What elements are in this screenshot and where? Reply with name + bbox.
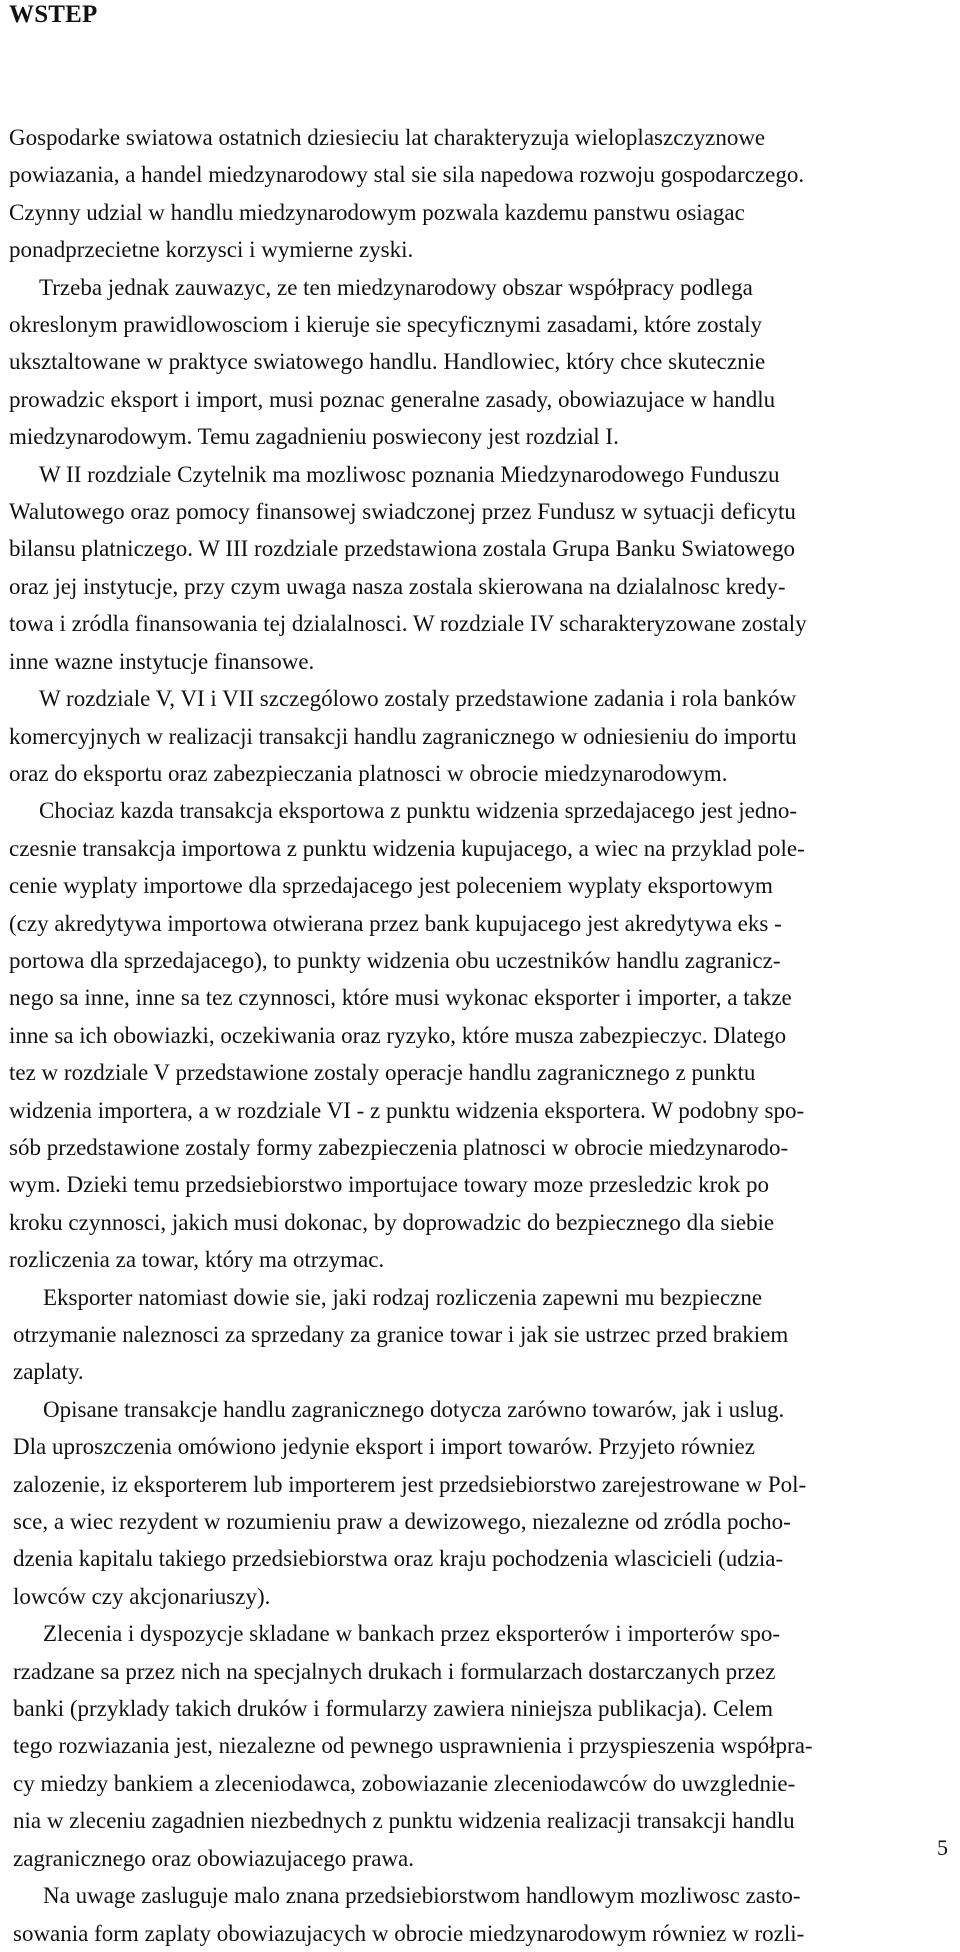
text-line: (czy akredytywa importowa otwierana przez bank kupujacego jest akredytywa eks - <box>9 910 782 936</box>
text-line: inne sa ich obowiazki, oczekiwania oraz ryzyko, które musza zabezpieczyc. Dlatego <box>9 1022 787 1048</box>
text-line: W II rozdziale Czytelnik ma mozliwosc poznania Miedzynarodowego Funduszu <box>39 461 780 487</box>
text-line: otrzymanie naleznosci za sprzedany za granice towar i jak sie ustrzec przed brakiem <box>13 1322 789 1347</box>
text-line: komercyjnych w realizacji transakcji handlu zagranicznego w odniesieniu do importu <box>9 723 797 749</box>
text-line: Trzeba jednak zauwazyc, ze ten miedzynarodowy obszar współpracy podlega <box>39 274 753 300</box>
text-line: tez w rozdziale V przedstawione zostaly operacje handlu zagranicznego z punktu <box>9 1060 756 1086</box>
paragraph-intro <box>9 119 949 269</box>
text-line: inne wazne instytucje finansowe. <box>9 648 315 674</box>
paragraph-payment-forms <box>9 1877 949 1952</box>
paragraph-chapters <box>9 456 949 680</box>
text-line: uksztaltowane w praktyce swiatowego handlu. Handlowiec, który chce skutecznie <box>9 349 766 375</box>
text-line: zalozenie, iz eksporterem lub importerem jest przedsiebiorstwo zarejestrowane w Pol- <box>13 1471 807 1497</box>
text-line: powiazania, a handel miedzynarodowy stal sie sila napedowa rozwoju gospodarczego. <box>9 162 805 188</box>
text-line: okreslonym prawidlowosciom i kieruje sie specyficznymi zasadami, które zostaly <box>9 312 763 338</box>
text-line: kroku czynnosci, jakich musi dokonac, by doprowadzic do bezpiecznego dla siebie <box>9 1209 775 1235</box>
text-line: wym. Dzieki temu przedsiebiorstwo importujace towary moze przesledzic krok po <box>9 1172 770 1198</box>
paragraph-transactions <box>9 792 949 1278</box>
text-line: Gospodarke swiatowa ostatnich dziesieciu lat charakteryzuja wieloplaszczyznowe <box>9 125 766 150</box>
text-line: nia w zleceniu zagadnien niezbednych z punktu widzenia realizacji transakcji handlu <box>13 1808 795 1834</box>
text-line: banki (przyklady takich druków i formularzy zawiera niniejsza publikacja). Celem <box>13 1696 773 1722</box>
text-line: Zlecenia i dyspozycje skladane w bankach przez eksporterów i importerów spo- <box>43 1621 780 1647</box>
text-line: bilansu platniczego. W III rozdziale przedstawiona zostala Grupa Banku Swiatowego <box>9 536 795 562</box>
text-line: cenie wyplaty importowe dla sprzedajacego jest poleceniem wyplaty eksportowym <box>9 873 773 899</box>
paragraph-banks <box>9 680 949 792</box>
text-line: Czynny udzial w handlu miedzynarodowym pozwala kazdemu panstwu osiagac <box>9 199 745 225</box>
text-line: Chociaz kazda transakcja eksportowa z punktu widzenia sprzedajacego jest jedno- <box>39 798 798 824</box>
paragraph-cooperation <box>9 269 949 456</box>
text-line: rzadzane sa przez nich na specjalnych drukach i formularzach dostarczanych przez <box>13 1658 776 1684</box>
text-line: nego sa inne, inne sa tez czynnosci, które musi wykonac eksporter i importer, a takze <box>9 985 792 1011</box>
text-line: Dla uproszczenia omówiono jedynie eksport i import towarów. Przyjeto równiez <box>13 1434 755 1460</box>
text-line: miedzynarodowym. Temu zagadnieniu poswiecony jest rozdzial I. <box>9 424 619 450</box>
text-line: Eksporter natomiast dowie sie, jaki rodzaj rozliczenia zapewni mu bezpieczne <box>43 1284 763 1310</box>
text-line: W rozdziale V, VI i VII szczególowo zostaly przedstawione zadania i rola banków <box>39 686 797 712</box>
text-line: rozliczenia za towar, który ma otrzymac. <box>9 1247 385 1273</box>
text-line: cy miedzy bankiem a zleceniodawca, zobowiazanie zleceniodawców do uwzglednie- <box>13 1770 796 1796</box>
text-line: oraz jej instytucje, przy czym uwaga nasza zostala skierowana na dzialalnosc kredy- <box>9 573 786 599</box>
text-line: zagranicznego oraz obowiazujacego prawa. <box>13 1845 414 1871</box>
text-line: lowców czy akcjonariuszy). <box>13 1583 271 1609</box>
text-line: oraz do eksportu oraz zabezpieczania platnosci w obrocie miedzynarodowym. <box>9 760 728 786</box>
text-line: sce, a wiec rezydent w rozumieniu praw a dewizowego, niezalezne od zródla pocho- <box>13 1509 791 1535</box>
text-line: sowania form zaplaty obowiazujacych w obrocie miedzynarodowym równiez w rozli- <box>13 1920 805 1946</box>
paragraph-forms <box>9 1615 949 1877</box>
text-line: portowa dla sprzedajacego), to punkty widzenia obu uczestników handlu zagranicz- <box>9 947 781 973</box>
text-line: dzenia kapitalu takiego przedsiebiorstwa oraz kraju pochodzenia wlascicieli (udzia- <box>13 1546 784 1572</box>
text-line: sób przedstawione zostaly formy zabezpieczenia platnosci w obrocie miedzynarodo- <box>9 1134 789 1160</box>
text-line: Opisane transakcje handlu zagranicznego dotycza zarówno towarów, jak i uslug. <box>43 1396 785 1422</box>
text-line: prowadzic eksport i import, musi poznac generalne zasady, obowiazujace w handlu <box>9 386 776 412</box>
text-line: czesnie transakcja importowa z punktu widzenia kupujacego, a wiec na przyklad pole- <box>9 835 805 861</box>
text-line: widzenia importera, a w rozdziale VI - z punktu widzenia eksportera. W podobny spo- <box>9 1097 805 1123</box>
text-line: tego rozwiazania jest, niezalezne od pewnego usprawnienia i przyspieszenia współpra- <box>13 1733 813 1759</box>
text-line: towa i zródla finansowania tej dzialalnosci. W rozdziale IV scharakteryzowane zostaly <box>9 611 807 637</box>
text-line: Walutowego oraz pomocy finansowej swiadczonej przez Fundusz w sytuacji deficytu <box>9 499 796 525</box>
text-line: Na uwage zasluguje malo znana przedsiebiorstwom handlowym mozliwosc zasto- <box>43 1883 801 1909</box>
page-heading: WSTEP <box>9 1 98 28</box>
page-number: 5 <box>937 1835 948 1860</box>
text-line: ponadprzecietne korzysci i wymierne zyski. <box>9 237 414 263</box>
paragraph-goods-services <box>9 1391 949 1615</box>
text-line: zaplaty. <box>13 1359 84 1385</box>
body-text <box>9 119 949 1952</box>
paragraph-exporter <box>9 1279 949 1391</box>
